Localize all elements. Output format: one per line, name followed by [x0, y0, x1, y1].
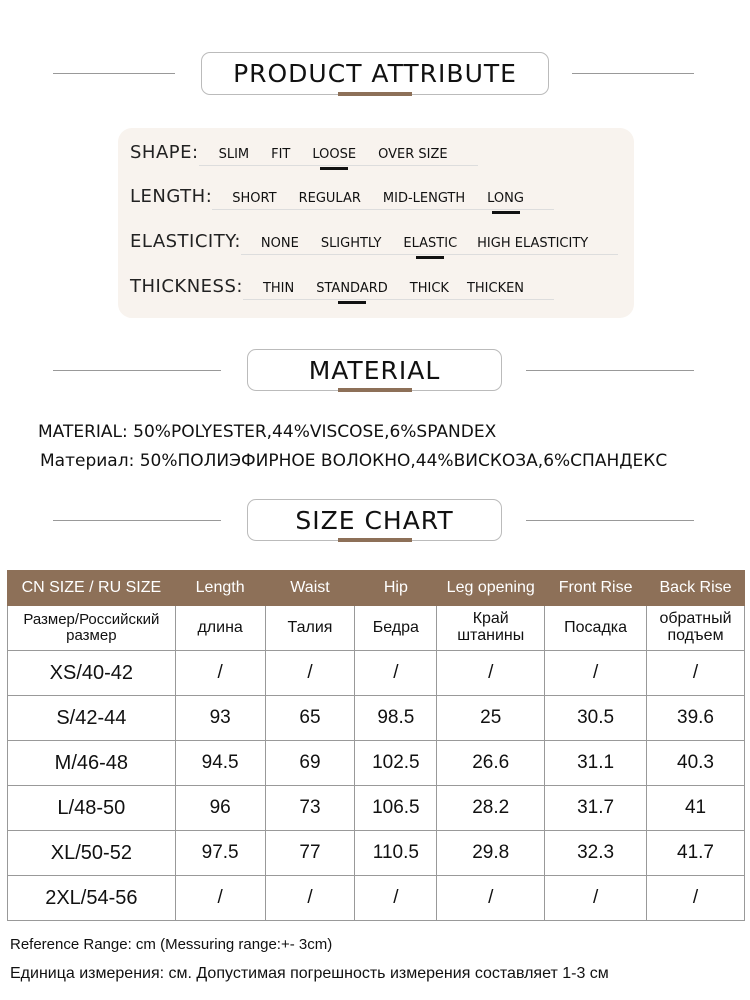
divider: [526, 370, 694, 371]
attribute-option: NONE: [260, 236, 299, 251]
attribute-option: LONG: [487, 191, 524, 206]
ru-column-header: Бедра: [355, 606, 437, 651]
size-cell: XS/40-42: [8, 651, 176, 696]
attribute-option: STANDARD: [316, 281, 388, 296]
attribute-option: HIGH ELASTICITY: [477, 236, 589, 251]
title-underline: [338, 388, 412, 392]
table-cell: /: [647, 876, 745, 921]
material-label: MATERIAL:: [38, 422, 128, 442]
column-header: Length: [175, 571, 265, 606]
attribute-option: LOOSE: [312, 147, 357, 162]
section-title-material: [247, 349, 502, 391]
table-cell: 41: [647, 786, 745, 831]
column-header: Waist: [265, 571, 355, 606]
attribute-option: ELASTIC: [403, 236, 458, 251]
title-underline: [338, 92, 412, 96]
ru-column-header: Край штанины: [437, 606, 545, 651]
column-header: Leg opening: [437, 571, 545, 606]
table-cell: 31.7: [545, 786, 647, 831]
divider: [53, 520, 221, 521]
table-cell: 96: [175, 786, 265, 831]
table-row: [8, 786, 745, 831]
table-cell: /: [545, 651, 647, 696]
material-en: [38, 422, 496, 442]
table-cell: 97.5: [175, 831, 265, 876]
table-cell: 69: [265, 741, 355, 786]
table-cell: 98.5: [355, 696, 437, 741]
column-header: Front Rise: [545, 571, 647, 606]
table-cell: 30.5: [545, 696, 647, 741]
table-cell: 39.6: [647, 696, 745, 741]
table-cell: 93: [175, 696, 265, 741]
attribute-option: OVER SIZE: [378, 147, 448, 162]
table-cell: /: [175, 651, 265, 696]
ru-column-header: длина: [175, 606, 265, 651]
attribute-options: [241, 236, 618, 255]
divider: [572, 73, 694, 74]
ru-column-header: Талия: [265, 606, 355, 651]
material-value: 50%POLYESTER,44%VISCOSE,6%SPANDEX: [133, 422, 497, 442]
attribute-option: THICKEN: [466, 281, 525, 296]
title-underline: [338, 538, 412, 542]
table-cell: /: [437, 651, 545, 696]
table-row: [8, 651, 745, 696]
attribute-option: THICK: [409, 281, 449, 296]
attribute-options: [212, 191, 554, 210]
attribute-row: [130, 231, 618, 255]
table-row: [8, 696, 745, 741]
attribute-option: SHORT: [232, 191, 277, 206]
section-title-size-chart: [247, 499, 502, 541]
divider: [526, 520, 694, 521]
table-cell: /: [175, 876, 265, 921]
table-cell: 65: [265, 696, 355, 741]
attribute-option: MID-LENGTH: [382, 191, 466, 206]
attribute-option: FIT: [271, 147, 291, 162]
table-cell: 106.5: [355, 786, 437, 831]
table-row: [8, 876, 745, 921]
attribute-options: [199, 147, 478, 166]
table-cell: /: [647, 651, 745, 696]
note-ru: Единица измерения: см. Допустимая погрешность измерения составляет 1-3 см: [10, 965, 609, 982]
table-cell: 94.5: [175, 741, 265, 786]
attribute-option: THIN: [262, 281, 295, 296]
table-row: [8, 831, 745, 876]
table-cell: 29.8: [437, 831, 545, 876]
size-cell: M/46-48: [8, 741, 176, 786]
material-label: Материал:: [40, 451, 135, 471]
material-value: 50%ПОЛИЭФИРНОЕ ВОЛОКНО,44%ВИСКОЗА,6%СПАНДЕКС: [139, 451, 668, 471]
table-cell: 41.7: [647, 831, 745, 876]
column-header: CN SIZE / RU SIZE: [8, 571, 176, 606]
attribute-label: THICKNESS:: [130, 276, 243, 297]
size-cell: S/42-44: [8, 696, 176, 741]
table-cell: 102.5: [355, 741, 437, 786]
table-cell: /: [355, 876, 437, 921]
attribute-row: [130, 186, 554, 210]
ru-column-header: обратный подъем: [647, 606, 745, 651]
table-cell: 40.3: [647, 741, 745, 786]
divider: [53, 73, 175, 74]
table-cell: /: [355, 651, 437, 696]
divider: [53, 370, 221, 371]
attribute-row: [130, 276, 554, 300]
size-chart-table: [7, 570, 745, 921]
material-ru: [40, 451, 667, 471]
section-title-text: MATERIAL: [308, 355, 441, 385]
table-cell: 77: [265, 831, 355, 876]
table-cell: /: [545, 876, 647, 921]
table-row-ru-headers: [8, 606, 745, 651]
attribute-label: SHAPE:: [130, 142, 199, 163]
attribute-label: LENGTH:: [130, 186, 213, 207]
attribute-options: [243, 281, 554, 300]
table-cell: 73: [265, 786, 355, 831]
note-en: Reference Range: cm (Messuring range:+- 3cm): [10, 936, 333, 953]
size-cell: L/48-50: [8, 786, 176, 831]
section-title-text: SIZE CHART: [295, 505, 454, 535]
attribute-option: REGULAR: [298, 191, 361, 206]
attribute-option: SLIM: [218, 147, 250, 162]
size-cell: XL/50-52: [8, 831, 176, 876]
attribute-option: SLIGHTLY: [320, 236, 382, 251]
attribute-panel: [118, 128, 634, 318]
section-title-text: PRODUCT ATTRIBUTE: [233, 59, 517, 88]
table-row: [8, 741, 745, 786]
size-cell: 2XL/54-56: [8, 876, 176, 921]
table-cell: 32.3: [545, 831, 647, 876]
attribute-label: ELASTICITY:: [130, 231, 241, 252]
section-title-attribute: [201, 52, 549, 95]
table-cell: 110.5: [355, 831, 437, 876]
attribute-row: [130, 142, 478, 166]
ru-column-header: Размер/Российский размер: [8, 606, 176, 651]
column-header: Hip: [355, 571, 437, 606]
table-cell: 25: [437, 696, 545, 741]
column-header: Back Rise: [647, 571, 745, 606]
table-cell: 28.2: [437, 786, 545, 831]
ru-column-header: Посадка: [545, 606, 647, 651]
table-cell: /: [437, 876, 545, 921]
table-cell: 26.6: [437, 741, 545, 786]
table-cell: /: [265, 876, 355, 921]
table-cell: 31.1: [545, 741, 647, 786]
table-cell: /: [265, 651, 355, 696]
